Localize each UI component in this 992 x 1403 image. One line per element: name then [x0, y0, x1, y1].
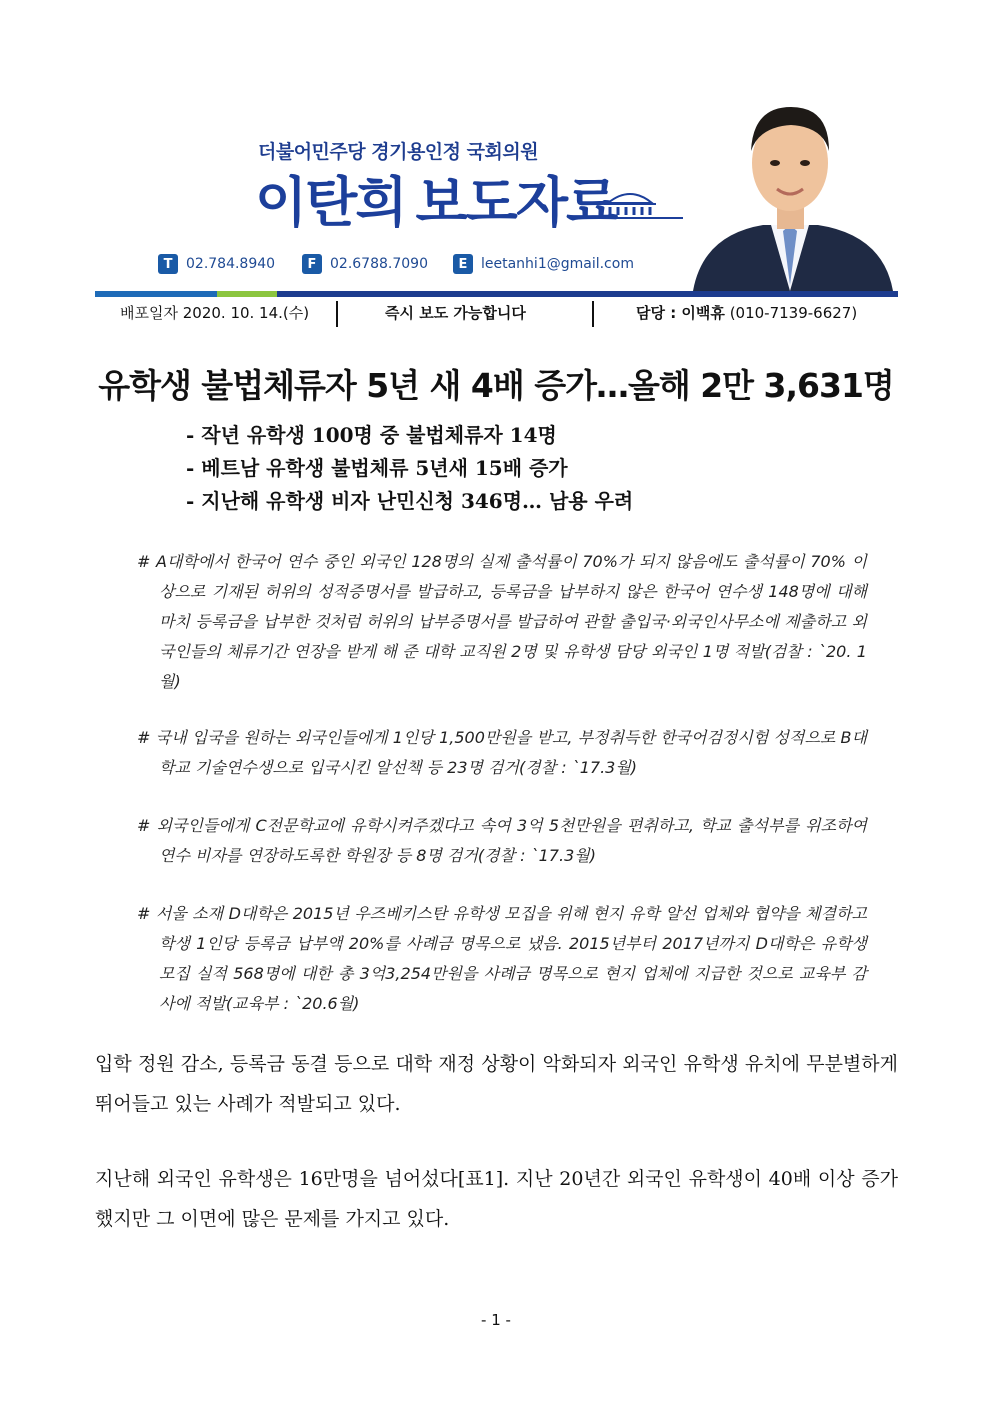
fax-number: 02.6788.7090: [330, 256, 428, 272]
press-contact: [636, 302, 857, 323]
subtitle-item: - 작년 유학생 100명 중 불법체류자 14명: [186, 423, 557, 447]
subtitle-item: - 지난해 유학생 비자 난민신청 346명… 남용 우려: [186, 489, 634, 513]
email-contact[interactable]: [453, 254, 634, 274]
case-example: # 서울 소재 D대학은 2015년 우즈베키스탄 유학생 모집을 위해 현지 유학 알선 업체와 협약을 체결하고 학생 1인당 등록금 납부액 20%를 사례금 명목으로 냈음. 2015년부터 2017년까지 D대학은 유학생 모집 실적 568명에 대한 총 3억3,254만원을 사례금 명목으로 현지 업체에 지급한 것으로 교육부 감사에 적발(교육부 : `20.6월): [137, 904, 867, 1013]
member-title: 경기용인정 국회의원: [371, 141, 539, 163]
release-date: 배포일자 2020. 10. 14.(수): [120, 304, 310, 322]
subtitle-list: [186, 419, 633, 518]
press-release-title: 유학생 불법체류자 5년 새 4배 증가…올해 2만 3,631명: [98, 366, 894, 405]
phone-contact: [158, 254, 275, 274]
body-paragraph: 지난해 외국인 유학생은 16만명을 넘어섰다[표1]. 지난 20년간 외국인 유학생이 40배 이상 증가했지만 그 이면에 많은 문제를 가지고 있다.: [95, 1168, 898, 1230]
party-name: 더불어민주당: [258, 141, 366, 163]
phone-icon: T: [158, 254, 178, 274]
divider: [592, 301, 594, 327]
contact-phone: (010-7139-6627): [729, 304, 858, 322]
body-paragraph: 입학 정원 감소, 등록금 동결 등으로 대학 재정 상황이 악화되자 외국인 유학생 유치에 무분별하게 뛰어들고 있는 사례가 적발되고 있다.: [95, 1053, 898, 1115]
case-example: # 외국인들에게 C전문학교에 유학시켜주겠다고 속여 3억 5천만원을 편취하고, 학교 출석부를 위조하여 연수 비자를 연장하도록한 학원장 등 8명 검거(경찰 : `17.3월): [137, 816, 867, 865]
letterhead-brand: [255, 160, 616, 237]
national-assembly-icon: [598, 183, 690, 221]
letterhead-color-bar: [95, 291, 898, 297]
divider: [336, 301, 338, 327]
fax-contact: [302, 254, 428, 274]
fax-icon: F: [302, 254, 322, 274]
press-release-label: 보도자료: [415, 171, 617, 234]
subtitle-item: - 베트남 유학생 불법체류 5년새 15배 증가: [186, 456, 568, 480]
case-example: # 국내 입국을 원하는 외국인들에게 1인당 1,500만원을 받고, 부정취득한 한국어검정시험 성적으로 B대학교 기술연수생으로 입국시킨 알선책 등 23명 검거(경찰 : `17.3월): [137, 728, 867, 777]
contact-name: 담당 : 이백휴: [636, 304, 725, 322]
page-number: - 1 -: [481, 1311, 511, 1329]
embargo-note: 즉시 보도 가능합니다: [385, 304, 526, 322]
email-address[interactable]: leetanhi1@gmail.com: [481, 256, 634, 272]
phone-number: 02.784.8940: [186, 256, 276, 272]
lawmaker-name: 이탄희: [255, 171, 406, 234]
lawmaker-portrait: [683, 85, 898, 291]
case-example: # A대학에서 한국어 연수 중인 외국인 128명의 실제 출석률이 70%가 되지 않음에도 출석률이 70% 이상으로 기재된 허위의 성적증명서를 발급하고, 등록금을 납부하지 않은 한국어 연수생 148명에 대해 마치 등록금을 납부한 것처럼 허위의 납부증명서를 발급하여 관할 출입국·외국인사무소에 제출하고 외국인들의 체류기간 연장을 받게 해 준 대학 교직원 2명 및 유학생 담당 외국인 1명 적발(검찰 : `20. 1월): [137, 552, 867, 691]
email-icon: E: [453, 254, 473, 274]
